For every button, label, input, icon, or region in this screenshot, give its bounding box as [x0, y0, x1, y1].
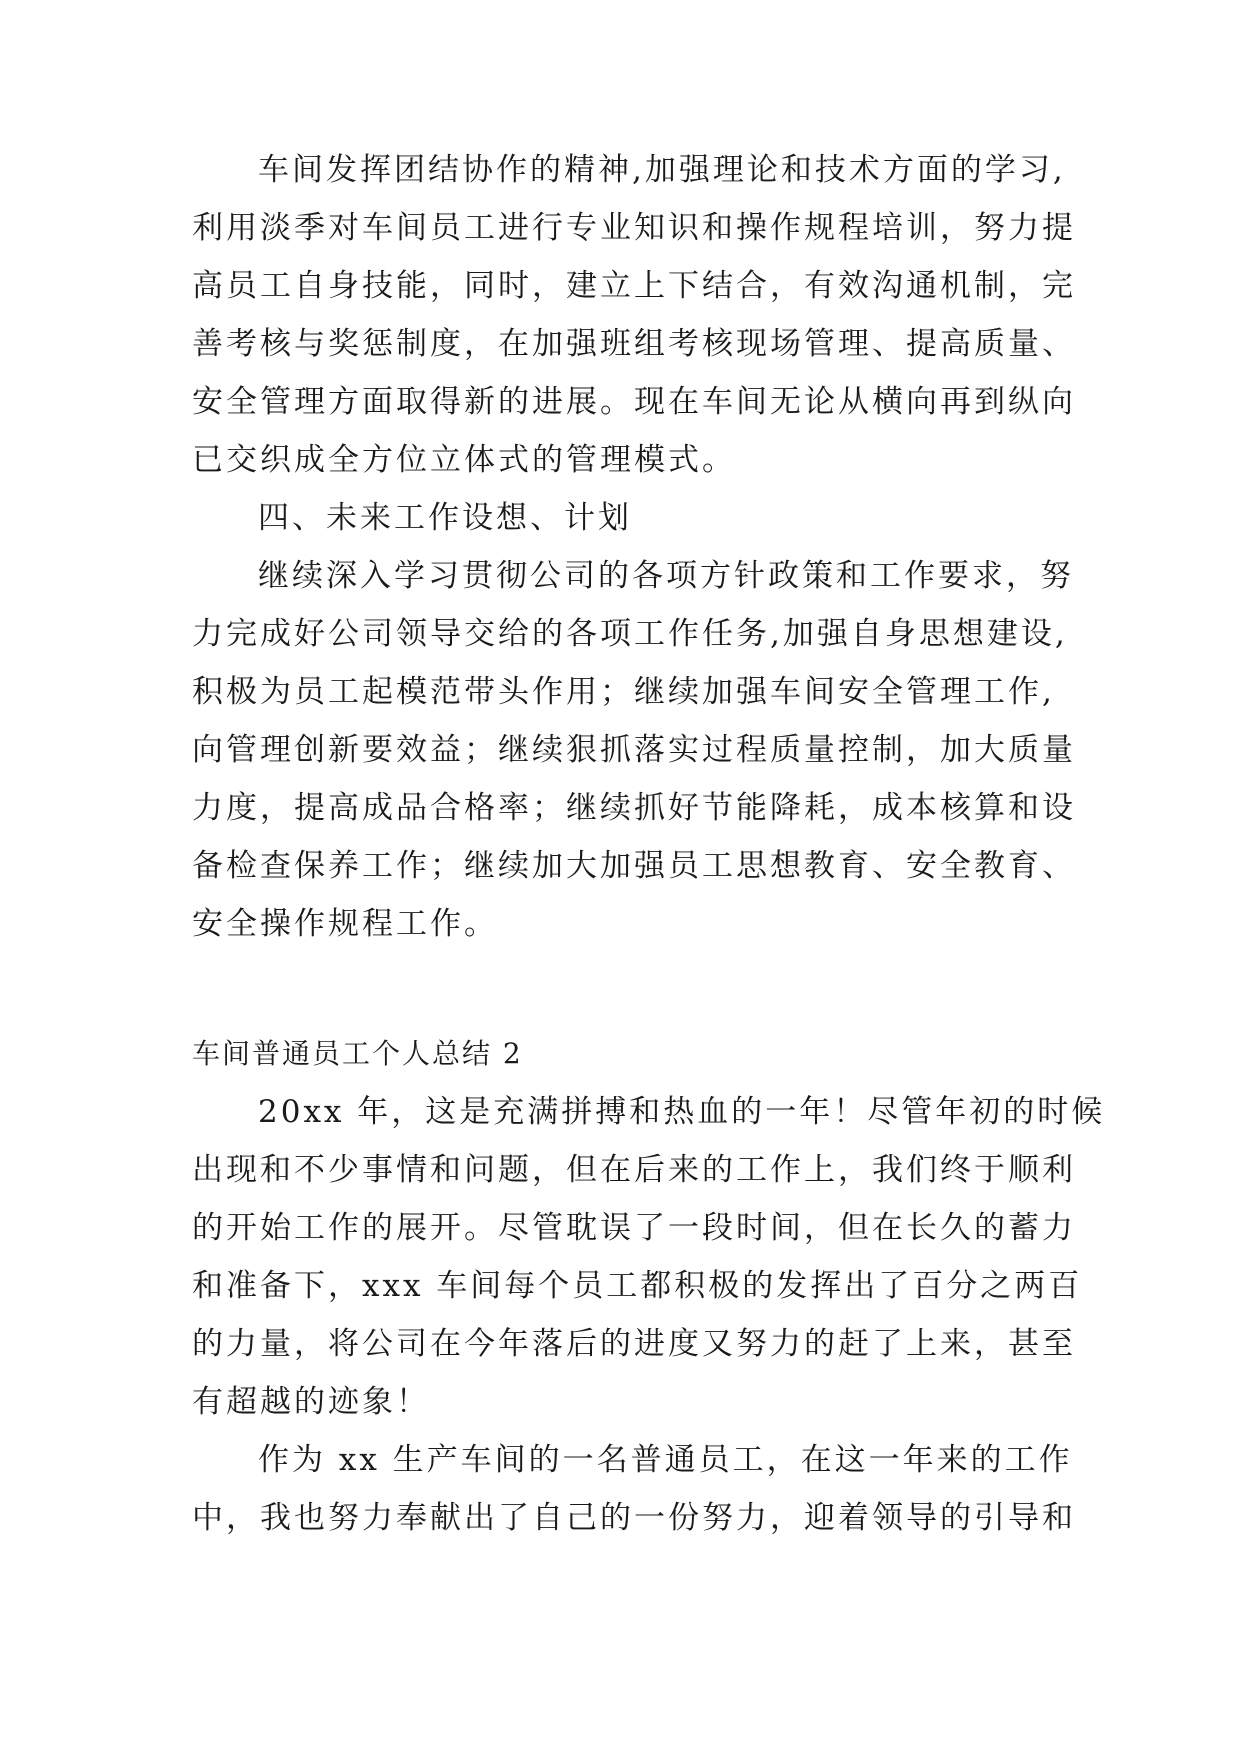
- section-title: 车间普通员工个人总结 2: [192, 1037, 523, 1070]
- paragraph-line: 向管理创新要效益；继续狠抓落实过程质量控制，加大质量: [192, 732, 1076, 768]
- paragraph-line: 安全管理方面取得新的进展。现在车间无论从横向再到纵向: [192, 384, 1076, 420]
- paragraph-line: 中，我也努力奉献出了自己的一份努力，迎着领导的引导和: [192, 1500, 1076, 1536]
- paragraph-line: 利用淡季对车间员工进行专业知识和操作规程培训，努力提: [192, 210, 1076, 246]
- paragraph-line: 20xx 年，这是充满拼搏和热血的一年！尽管年初的时候: [258, 1094, 1106, 1130]
- paragraph-line: 作为 xx 生产车间的一名普通员工，在这一年来的工作: [258, 1442, 1073, 1478]
- paragraph-line: 已交织成全方位立体式的管理模式。: [192, 442, 736, 478]
- paragraph-line: 安全操作规程工作。: [192, 906, 498, 942]
- paragraph-line: 的开始工作的展开。尽管耽误了一段时间，但在长久的蓄力: [192, 1210, 1076, 1246]
- paragraph-line: 和准备下，xxx 车间每个员工都积极的发挥出了百分之两百: [192, 1268, 1083, 1304]
- paragraph-line: 的力量，将公司在今年落后的进度又努力的赶了上来，甚至: [192, 1326, 1076, 1362]
- paragraph-line: 高员工自身技能，同时，建立上下结合，有效沟通机制，完: [192, 268, 1076, 304]
- paragraph-line: 善考核与奖惩制度，在加强班组考核现场管理、提高质量、: [192, 326, 1076, 362]
- paragraph-line: 备检查保养工作；继续加大加强员工思想教育、安全教育、: [192, 848, 1076, 884]
- paragraph-line: 积极为员工起模范带头作用；继续加强车间安全管理工作,: [192, 674, 1055, 710]
- paragraph-line: 车间发挥团结协作的精神,加强理论和技术方面的学习,: [258, 152, 1066, 188]
- paragraph-line: 出现和不少事情和问题，但在后来的工作上，我们终于顺利: [192, 1152, 1076, 1188]
- paragraph-line: 力完成好公司领导交给的各项工作任务,加强自身思想建设,: [192, 616, 1068, 652]
- paragraph-line: 有超越的迹象！: [192, 1384, 430, 1420]
- paragraph-line: 继续深入学习贯彻公司的各项方针政策和工作要求，努: [258, 558, 1074, 594]
- section-heading: 四、未来工作设想、计划: [258, 500, 632, 536]
- paragraph-line: 力度，提高成品合格率；继续抓好节能降耗，成本核算和设: [192, 790, 1076, 826]
